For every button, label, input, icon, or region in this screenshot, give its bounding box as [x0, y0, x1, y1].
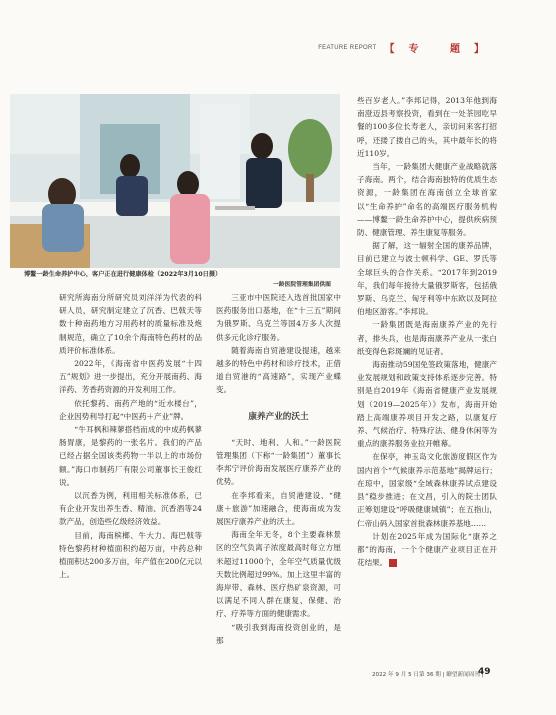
paragraph: 依托黎药、南药产地的“近水楼台”，企业因势利导打起“中医药＋产业”牌。 — [59, 398, 202, 421]
photo-caption: 博鳌一龄生命养护中心，客户正在进行健康体检（2022年3月10日摄） — [24, 271, 222, 278]
paragraph: 三亚市中医院还入选首批国家中医药服务出口基地，在“十三五”期间为俄罗斯、乌克兰等国4万多人次提供多元化诊疗服务。 — [216, 293, 341, 342]
paragraph: “牛耳枫和辣蓼搭档而成的中成药枫蓼肠胃康，是黎药的一张名片。我们的产品已经占据全国该类药物一半以上的市场份额。”海口市制药厂有限公司董事长王俊红说。 — [59, 425, 202, 487]
paragraph: 在李邦看来，自贸港建设、“健康＋旅游”加速融合，使海南成为发展医疗康养产业的沃土。 — [216, 490, 341, 527]
paragraph: 些百岁老人。”李邦记得，2013年他到海南澄迈县考察投资，看到在一处茶园吃早餐的100多位长寿老人，亲切问来客打招呼，还搂了搂自己的头，其中最年长的将近110岁。 — [357, 96, 497, 158]
paragraph-final — [357, 530, 497, 570]
article-column-1 — [59, 291, 202, 581]
paragraph: 一龄集团既是海南康养产业的先行者，排头兵，也是海南康养产业从一张白纸变得色彩斑斓的见证者。 — [357, 320, 497, 356]
paragraph: 随着海南自贸港建设提速，越来越多的特色中药材和诊疗技术，正借道自贸港的“高速路”，实现产业蝶变。 — [216, 345, 341, 395]
article-column-3 — [357, 94, 497, 569]
paragraph: “天时、地利、人和。”一龄医院管理集团（下称“一龄集团”）董事长李邦宁评价海南发展医疗康养产业的优势。 — [216, 437, 341, 487]
paragraph: 2022年，《海南省中医药发展“十四五”规划》进一步提出，充分开展南药、海洋药、芳香药资源的开发利用工作。 — [59, 359, 202, 395]
paragraph: 据了解，这一辐射全国的康养品牌，目前已建立与波士顿科学、GE、罗氏等全球巨头的合作关系。“2017年到2019年，我们每年接待大量俄罗斯客，包括俄罗斯、乌克兰、匈牙利等中东欧以及阿拉伯地区游客。”李邦说。 — [357, 241, 497, 317]
page-number: 49 — [478, 667, 491, 677]
report-header — [318, 40, 498, 55]
section-subheading: 康养产业的沃土 — [248, 411, 309, 422]
final-paragraph-text: 计划在2025年成为国际化“康养之都”的海南，一个个健康产业项目正在开花结果。 — [357, 531, 497, 568]
paragraph: “吸引我到海南投资创业的，是那 — [216, 622, 341, 645]
paragraph: 当年，一龄集团大健康产业战略就落子海南。两个，结合海南独特的优质生态资源，一龄集团在海南创立全球首家以“生命养护”命名的高端医疗服务机构——博鳌一龄生命养护中心，提供疾病预防、健康管理、养生康复等服务。 — [357, 162, 497, 238]
section-label: 【专 题】 — [384, 44, 498, 55]
paragraph: 目前，海南槟榔、牛大力、海巴戟等特色黎药材种植面积约超万亩，中药总种植面积达200多万亩，年产值在200亿元以上。 — [59, 530, 202, 580]
article-column-2 — [216, 291, 341, 647]
article-photo — [10, 94, 340, 268]
photo-illustration — [10, 94, 340, 268]
paragraph: 在保亭，神玉岛文化旅游度假区作为国内首个“气候康养示范基地”揭牌运行；在琼中，国家级“全域森林康养试点建设县”稳步推进；在文昌，引入的院士团队正筹划建设“呼吸健康城镇”；在五指山，仁帝山码入国家首批森林康养基地…… — [357, 452, 497, 528]
paragraph: 研究所海南分所研究员刘洋洋为代表的科研人员，研究制定建立了沉香、巴戟天等数十种南药地方习用药材的质量标准及炮制规范，确立了10余个海南特色药材的品质评价标准体系。 — [59, 293, 202, 355]
paragraph: 海南全年无冬，8个主要森林景区的空气负离子浓度最高时每立方厘米超过11000个，全年空气质量优级天数比例超过99%。加上这里丰富的海岸带、森林、医疗热矿泉资源，可以满足不同人群在康复、保健、治疗、疗养等方面的健康需求。 — [216, 530, 341, 619]
paragraph: 以沉香为例，利用相关标准体系，已有企业开发出养生香、精油、沉香酒等24款产品，创造些亿级经济效益。 — [59, 491, 202, 527]
photo-credit: 一龄医院管理集团供图 — [273, 282, 331, 288]
paragraph: 海南推动59国免签政策落地，健康产业发展规划和政策支持体系逐步完善。特别是自2019年《海南省健康产业发展规划（2019—2025年）》发布，海南开始踏上高端康养项目开发之路，以康复疗养、气候治疗、特殊疗法、健身休闲等为重点的康养服务业拉开帷幕。 — [357, 360, 497, 449]
feature-report-label: FEATURE REPORT — [318, 44, 377, 51]
page-footer: 2022 年 9 月 5 日第 36 期 | 瞭望新闻周刊 | — [372, 672, 484, 678]
end-mark-icon — [389, 559, 397, 567]
